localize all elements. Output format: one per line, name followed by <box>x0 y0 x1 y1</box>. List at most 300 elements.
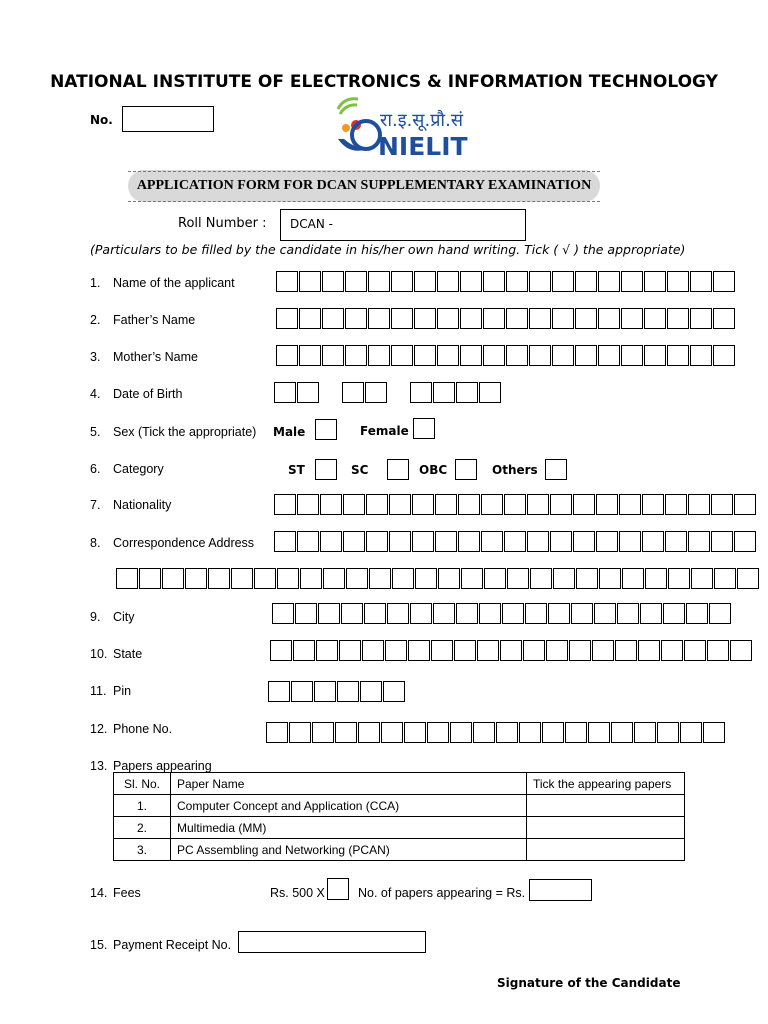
char-box[interactable] <box>592 640 614 661</box>
char-box[interactable] <box>299 308 321 329</box>
char-box[interactable] <box>548 603 570 624</box>
char-box[interactable] <box>342 382 364 403</box>
field-text: Father’s Name <box>113 313 196 327</box>
char-box[interactable] <box>546 640 568 661</box>
field-label-dob <box>90 387 182 401</box>
char-box[interactable] <box>527 494 549 515</box>
char-box[interactable] <box>552 308 574 329</box>
char-box[interactable] <box>345 308 367 329</box>
form-number-box[interactable] <box>122 106 214 132</box>
field-text: Nationality <box>113 498 172 512</box>
address-boxes-line1[interactable] <box>274 531 757 552</box>
row-tick-cell[interactable] <box>527 839 685 861</box>
char-box[interactable] <box>291 681 313 702</box>
char-box[interactable] <box>598 345 620 366</box>
char-box[interactable] <box>415 568 437 589</box>
char-box[interactable] <box>456 603 478 624</box>
char-box[interactable] <box>162 568 184 589</box>
char-box[interactable] <box>483 271 505 292</box>
char-box[interactable] <box>387 603 409 624</box>
field-label-city <box>90 610 135 624</box>
char-box[interactable] <box>483 308 505 329</box>
dob-month-boxes[interactable] <box>342 382 388 403</box>
char-box[interactable] <box>550 531 572 552</box>
char-box[interactable] <box>529 345 551 366</box>
char-box[interactable] <box>713 271 735 292</box>
table-header-row <box>114 773 685 795</box>
field-text: Sex (Tick the appropriate) <box>113 425 257 439</box>
char-box[interactable] <box>502 603 524 624</box>
char-box[interactable] <box>322 345 344 366</box>
char-box[interactable] <box>323 568 345 589</box>
char-box[interactable] <box>435 494 457 515</box>
char-box[interactable] <box>297 531 319 552</box>
char-box[interactable] <box>667 345 689 366</box>
char-box[interactable] <box>427 722 449 743</box>
char-box[interactable] <box>316 640 338 661</box>
address-boxes-line2[interactable] <box>116 568 760 589</box>
char-box[interactable] <box>576 568 598 589</box>
char-box[interactable] <box>450 722 472 743</box>
char-box[interactable] <box>412 494 434 515</box>
char-box[interactable] <box>460 308 482 329</box>
char-box[interactable] <box>506 271 528 292</box>
field-label-papers <box>90 759 212 773</box>
logo-nielit-text: NIELIT <box>378 132 468 161</box>
field-number: 11. <box>90 684 107 698</box>
char-box[interactable] <box>642 494 664 515</box>
char-box[interactable] <box>293 640 315 661</box>
char-box[interactable] <box>343 531 365 552</box>
field-label-address <box>90 536 254 550</box>
pin-boxes[interactable] <box>268 681 406 702</box>
instruction-note: (Particulars to be filled by the candidate in his/her own hand writing. Tick ( √ ) the appropriate) <box>90 242 686 257</box>
char-box[interactable] <box>680 722 702 743</box>
field-number: 6. <box>90 462 101 476</box>
char-box[interactable] <box>460 271 482 292</box>
char-box[interactable] <box>274 531 296 552</box>
char-box[interactable] <box>663 603 685 624</box>
char-box[interactable] <box>575 271 597 292</box>
char-box[interactable] <box>638 640 660 661</box>
char-box[interactable] <box>479 382 501 403</box>
char-box[interactable] <box>410 603 432 624</box>
char-box[interactable] <box>691 568 713 589</box>
char-box[interactable] <box>274 382 296 403</box>
char-box[interactable] <box>391 308 413 329</box>
char-box[interactable] <box>341 603 363 624</box>
char-box[interactable] <box>640 603 662 624</box>
institute-title: NATIONAL INSTITUTE OF ELECTRONICS & INFORMATION TECHNOLOGY <box>50 72 718 92</box>
field-text: Date of Birth <box>113 387 183 401</box>
field-number: 3. <box>90 350 101 364</box>
char-box[interactable] <box>506 345 528 366</box>
char-box[interactable] <box>657 722 679 743</box>
char-box[interactable] <box>588 722 610 743</box>
char-box[interactable] <box>364 603 386 624</box>
char-box[interactable] <box>297 382 319 403</box>
char-box[interactable] <box>481 494 503 515</box>
row-tick-cell[interactable] <box>527 817 685 839</box>
char-box[interactable] <box>414 345 436 366</box>
char-box[interactable] <box>389 494 411 515</box>
char-box[interactable] <box>116 568 138 589</box>
char-box[interactable] <box>594 603 616 624</box>
char-box[interactable] <box>596 531 618 552</box>
char-box[interactable] <box>550 494 572 515</box>
header-sl-no: Sl. No. <box>114 773 171 795</box>
char-box[interactable] <box>320 494 342 515</box>
char-box[interactable] <box>343 494 365 515</box>
char-box[interactable] <box>496 722 518 743</box>
char-box[interactable] <box>483 345 505 366</box>
char-box[interactable] <box>573 531 595 552</box>
city-boxes[interactable] <box>272 603 732 624</box>
char-box[interactable] <box>433 382 455 403</box>
char-box[interactable] <box>599 568 621 589</box>
char-box[interactable] <box>707 640 729 661</box>
char-box[interactable] <box>381 722 403 743</box>
field-text: Pin <box>113 684 132 698</box>
char-box[interactable] <box>391 345 413 366</box>
category-sc-checkbox[interactable] <box>387 459 409 480</box>
field-label-name <box>90 276 235 290</box>
state-boxes[interactable] <box>270 640 753 661</box>
char-box[interactable] <box>667 271 689 292</box>
char-box[interactable] <box>297 494 319 515</box>
field-label-nationality <box>90 498 171 512</box>
sex-male-checkbox[interactable] <box>315 419 337 440</box>
char-box[interactable] <box>644 271 666 292</box>
row-sl-no: 1. <box>114 795 171 817</box>
char-box[interactable] <box>385 640 407 661</box>
char-box[interactable] <box>368 271 390 292</box>
field-number: 15. <box>90 938 108 952</box>
char-box[interactable] <box>690 308 712 329</box>
char-box[interactable] <box>410 382 432 403</box>
char-box[interactable] <box>598 271 620 292</box>
char-box[interactable] <box>713 345 735 366</box>
field-text: State <box>113 647 143 661</box>
field-text: Fees <box>113 886 141 900</box>
char-box[interactable] <box>368 308 390 329</box>
char-box[interactable] <box>412 531 434 552</box>
field-label-fees <box>90 886 141 900</box>
char-box[interactable] <box>711 494 733 515</box>
char-box[interactable] <box>274 494 296 515</box>
header-tick: Tick the appearing papers <box>527 773 685 795</box>
phone-boxes[interactable] <box>266 722 726 743</box>
row-tick-cell[interactable] <box>527 795 685 817</box>
char-box[interactable] <box>634 722 656 743</box>
char-box[interactable] <box>454 640 476 661</box>
field-number: 14. <box>90 886 108 900</box>
char-box[interactable] <box>368 345 390 366</box>
category-obc-label: OBC <box>419 463 448 477</box>
field-number: 5. <box>90 425 101 439</box>
char-box[interactable] <box>565 722 587 743</box>
char-box[interactable] <box>617 603 639 624</box>
char-box[interactable] <box>366 531 388 552</box>
char-box[interactable] <box>504 494 526 515</box>
roll-number-value: DCAN - <box>290 217 333 231</box>
header-paper-name: Paper Name <box>171 773 527 795</box>
char-box[interactable] <box>529 308 551 329</box>
char-box[interactable] <box>461 568 483 589</box>
char-box[interactable] <box>208 568 230 589</box>
char-box[interactable] <box>644 308 666 329</box>
char-box[interactable] <box>542 722 564 743</box>
char-box[interactable] <box>552 271 574 292</box>
char-box[interactable] <box>473 722 495 743</box>
char-box[interactable] <box>389 531 411 552</box>
char-box[interactable] <box>391 271 413 292</box>
char-box[interactable] <box>575 345 597 366</box>
char-box[interactable] <box>527 531 549 552</box>
field-label-phone <box>90 722 172 736</box>
char-box[interactable] <box>596 494 618 515</box>
char-box[interactable] <box>383 681 405 702</box>
field-label-category <box>90 462 164 476</box>
char-box[interactable] <box>530 568 552 589</box>
field-text: Papers appearing <box>113 759 212 773</box>
field-text: Name of the applicant <box>113 276 235 290</box>
char-box[interactable] <box>598 308 620 329</box>
char-box[interactable] <box>346 568 368 589</box>
nielit-logo <box>334 95 474 163</box>
char-box[interactable] <box>295 603 317 624</box>
char-box[interactable] <box>458 531 480 552</box>
char-box[interactable] <box>289 722 311 743</box>
char-box[interactable] <box>619 531 641 552</box>
dob-year-boxes[interactable] <box>410 382 502 403</box>
char-box[interactable] <box>519 722 541 743</box>
char-box[interactable] <box>525 603 547 624</box>
row-paper-name: Multimedia (MM) <box>171 817 527 839</box>
char-box[interactable] <box>734 531 756 552</box>
char-box[interactable] <box>300 568 322 589</box>
char-box[interactable] <box>684 640 706 661</box>
char-box[interactable] <box>458 494 480 515</box>
form-title: APPLICATION FORM FOR DCAN SUPPLEMENTARY EXAMINATION <box>136 178 592 193</box>
field-number: 2. <box>90 313 101 327</box>
char-box[interactable] <box>477 640 499 661</box>
field-text: Correspondence Address <box>113 536 255 550</box>
char-box[interactable] <box>414 271 436 292</box>
field-number: 9. <box>90 610 101 624</box>
char-box[interactable] <box>318 603 340 624</box>
logo-hindi-text: रा.इ.सू.प्रौ.सं <box>380 110 463 131</box>
char-box[interactable] <box>369 568 391 589</box>
char-box[interactable] <box>268 681 290 702</box>
row-sl-no: 3. <box>114 839 171 861</box>
char-box[interactable] <box>437 271 459 292</box>
char-box[interactable] <box>667 308 689 329</box>
category-others-label: Others <box>492 463 538 477</box>
field-text: Mother’s Name <box>113 350 198 364</box>
field-label-state <box>90 647 142 661</box>
table-row <box>114 817 685 839</box>
char-box[interactable] <box>661 640 683 661</box>
char-box[interactable] <box>611 722 633 743</box>
char-box[interactable] <box>460 345 482 366</box>
field-label-sex <box>90 425 256 439</box>
field-text: Payment Receipt No. <box>113 938 232 952</box>
char-box[interactable] <box>500 640 522 661</box>
char-box[interactable] <box>276 345 298 366</box>
name-boxes[interactable] <box>276 271 736 292</box>
field-number: 1. <box>90 276 101 290</box>
sex-female-checkbox[interactable] <box>413 418 435 439</box>
char-box[interactable] <box>479 603 501 624</box>
char-box[interactable] <box>690 345 712 366</box>
char-box[interactable] <box>433 603 455 624</box>
char-box[interactable] <box>642 531 664 552</box>
nationality-boxes[interactable] <box>274 494 757 515</box>
char-box[interactable] <box>231 568 253 589</box>
fees-papers-count-box[interactable] <box>327 878 349 900</box>
char-box[interactable] <box>139 568 161 589</box>
char-box[interactable] <box>686 603 708 624</box>
char-box[interactable] <box>365 382 387 403</box>
field-text: Phone No. <box>113 722 173 736</box>
category-others-checkbox[interactable] <box>545 459 567 480</box>
field-text: Category <box>113 462 164 476</box>
field-number: 10. <box>90 647 108 661</box>
char-box[interactable] <box>714 568 736 589</box>
char-box[interactable] <box>711 531 733 552</box>
char-box[interactable] <box>730 640 752 661</box>
char-box[interactable] <box>435 531 457 552</box>
char-box[interactable] <box>644 345 666 366</box>
char-box[interactable] <box>668 568 690 589</box>
char-box[interactable] <box>737 568 759 589</box>
char-box[interactable] <box>665 494 687 515</box>
fees-rate-label: Rs. 500 X <box>270 886 325 900</box>
char-box[interactable] <box>569 640 591 661</box>
char-box[interactable] <box>481 531 503 552</box>
char-box[interactable] <box>456 382 478 403</box>
banner-bottom-dash <box>128 201 600 202</box>
char-box[interactable] <box>276 308 298 329</box>
char-box[interactable] <box>277 568 299 589</box>
row-sl-no: 2. <box>114 817 171 839</box>
field-number: 12. <box>90 722 108 736</box>
char-box[interactable] <box>619 494 641 515</box>
char-box[interactable] <box>734 494 756 515</box>
field-number: 8. <box>90 536 101 550</box>
char-box[interactable] <box>688 531 710 552</box>
char-box[interactable] <box>645 568 667 589</box>
char-box[interactable] <box>272 603 294 624</box>
char-box[interactable] <box>299 345 321 366</box>
char-box[interactable] <box>553 568 575 589</box>
char-box[interactable] <box>621 345 643 366</box>
char-box[interactable] <box>529 271 551 292</box>
payment-receipt-box[interactable] <box>238 931 426 953</box>
char-box[interactable] <box>266 722 288 743</box>
char-box[interactable] <box>345 271 367 292</box>
papers-table <box>113 772 685 861</box>
dob-day-boxes[interactable] <box>274 382 320 403</box>
sex-female-label: Female <box>360 424 409 438</box>
char-box[interactable] <box>504 531 526 552</box>
char-box[interactable] <box>484 568 506 589</box>
category-obc-checkbox[interactable] <box>455 459 477 480</box>
char-box[interactable] <box>299 271 321 292</box>
char-box[interactable] <box>552 345 574 366</box>
char-box[interactable] <box>437 308 459 329</box>
char-box[interactable] <box>270 640 292 661</box>
char-box[interactable] <box>392 568 414 589</box>
char-box[interactable] <box>622 568 644 589</box>
char-box[interactable] <box>621 271 643 292</box>
char-box[interactable] <box>665 531 687 552</box>
field-number: 4. <box>90 387 101 401</box>
table-row <box>114 795 685 817</box>
char-box[interactable] <box>703 722 725 743</box>
char-box[interactable] <box>358 722 380 743</box>
category-st-checkbox[interactable] <box>315 459 337 480</box>
char-box[interactable] <box>345 345 367 366</box>
char-box[interactable] <box>314 681 336 702</box>
char-box[interactable] <box>571 603 593 624</box>
char-box[interactable] <box>506 308 528 329</box>
char-box[interactable] <box>437 345 459 366</box>
char-box[interactable] <box>322 271 344 292</box>
father-name-boxes[interactable] <box>276 308 736 329</box>
char-box[interactable] <box>621 308 643 329</box>
banner-top-dash <box>128 171 600 172</box>
char-box[interactable] <box>185 568 207 589</box>
char-box[interactable] <box>615 640 637 661</box>
fees-total-box[interactable] <box>529 879 592 901</box>
char-box[interactable] <box>360 681 382 702</box>
char-box[interactable] <box>408 640 430 661</box>
char-box[interactable] <box>709 603 731 624</box>
field-number: 7. <box>90 498 101 512</box>
char-box[interactable] <box>688 494 710 515</box>
char-box[interactable] <box>507 568 529 589</box>
fees-total-label: No. of papers appearing = Rs. <box>358 886 526 900</box>
char-box[interactable] <box>335 722 357 743</box>
category-sc-label: SC <box>351 463 369 477</box>
char-box[interactable] <box>362 640 384 661</box>
char-box[interactable] <box>573 494 595 515</box>
field-label-pin <box>90 684 131 698</box>
char-box[interactable] <box>337 681 359 702</box>
char-box[interactable] <box>312 722 334 743</box>
char-box[interactable] <box>404 722 426 743</box>
char-box[interactable] <box>414 308 436 329</box>
field-label-mother <box>90 350 198 364</box>
char-box[interactable] <box>322 308 344 329</box>
char-box[interactable] <box>431 640 453 661</box>
char-box[interactable] <box>254 568 276 589</box>
char-box[interactable] <box>366 494 388 515</box>
field-label-father <box>90 313 195 327</box>
char-box[interactable] <box>320 531 342 552</box>
char-box[interactable] <box>690 271 712 292</box>
mother-name-boxes[interactable] <box>276 345 736 366</box>
char-box[interactable] <box>339 640 361 661</box>
char-box[interactable] <box>523 640 545 661</box>
char-box[interactable] <box>438 568 460 589</box>
char-box[interactable] <box>713 308 735 329</box>
table-row <box>114 839 685 861</box>
char-box[interactable] <box>575 308 597 329</box>
char-box[interactable] <box>276 271 298 292</box>
